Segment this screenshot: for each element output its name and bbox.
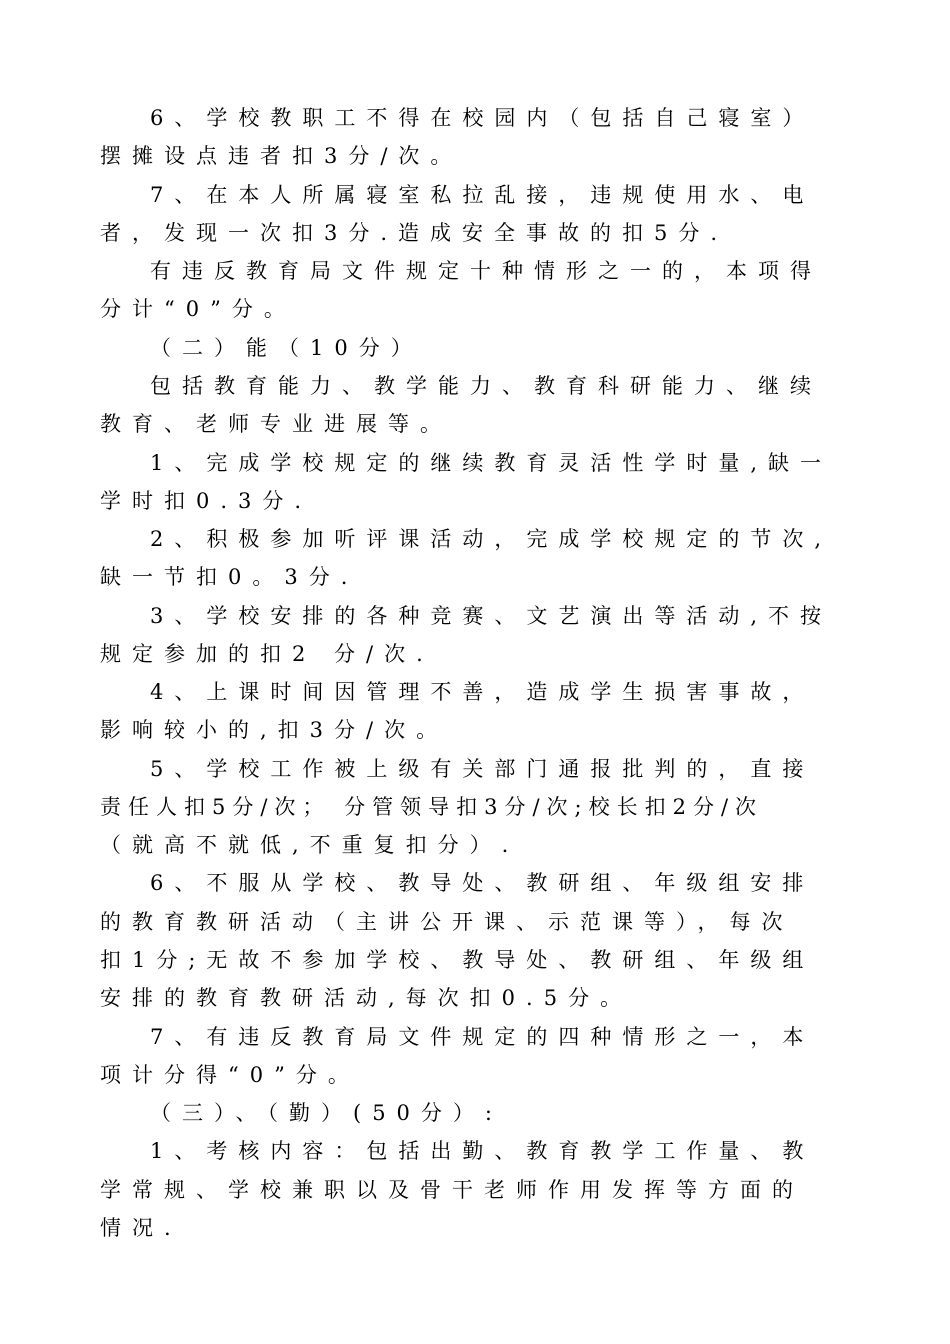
rule-item-7-line-2: 者，发现一次扣3分.造成安全事故的扣5分. (100, 221, 729, 245)
ability-intro-line-2: 教育、老师专业进展等。 (100, 412, 452, 436)
ability-item-4-line-1: 4、上课时间因管理不善，造成学生损害事故， (150, 680, 815, 704)
ability-item-5-line-1: 5、学校工作被上级有关部门通报批判的，直接 (150, 757, 815, 781)
ability-item-6-line-4: 安排的教育教研活动,每次扣0.5分。 (100, 986, 633, 1010)
section-heading-ability: （二）能（10分） (150, 336, 423, 360)
ability-item-2-line-2: 缺一节扣0。3分. (100, 565, 359, 589)
ability-item-1-line-2: 学时扣0.3分. (100, 489, 313, 513)
ability-intro-line-1: 包括教育能力、教学能力、教育科研能力、继续 (150, 374, 822, 398)
ability-item-5-line-2: 责任人扣5分/次； 分管领导扣3分/次;校长扣2分/次 (100, 795, 764, 819)
ability-item-6-line-1: 6、不服从学校、教导处、教研组、年级组安排 (150, 871, 815, 895)
ability-item-1-line-1: 1、完成学校规定的继续教育灵活性学时量,缺一 (150, 451, 833, 475)
rule-item-6-line-2: 摆摊设点违者扣3分/次。 (100, 144, 463, 168)
rule-item-7-line-1: 7、在本人所属寝室私拉乱接，违规使用水、电 (150, 183, 815, 207)
ability-item-6-line-3: 扣1分;无故不参加学校、教导处、教研组、年级组 (100, 948, 815, 972)
violation-note-line-2: 分计“0”分。 (100, 297, 296, 321)
diligence-item-1-line-2: 学常规、学校兼职以及骨干老师作用发挥等方面的 (100, 1178, 804, 1202)
ability-item-3-line-2: 规定参加的扣2 分/次. (100, 642, 434, 666)
ability-item-3-line-1: 3、学校安排的各种竞赛、文艺演出等活动,不按 (150, 604, 833, 628)
ability-item-7-line-2: 项计分得“0”分。 (100, 1063, 360, 1087)
diligence-item-1-line-3: 情况. (100, 1216, 182, 1240)
ability-item-7-line-1: 7、有违反教育局文件规定的四种情形之一，本 (150, 1025, 815, 1049)
ability-item-4-line-2: 影响较小的,扣3分/次。 (100, 718, 449, 742)
ability-item-5-line-3: （就高不就低,不重复扣分）. (100, 833, 520, 857)
violation-note-line-1: 有违反教育局文件规定十种情形之一的，本项得 (150, 259, 822, 283)
section-heading-diligence: （三）、（勤）(50分）: (150, 1101, 503, 1125)
ability-item-6-line-2: 的教育教研活动（主讲公开课、示范课等），每次 (100, 910, 794, 934)
ability-item-2-line-1: 2、积极参加听评课活动，完成学校规定的节次, (150, 527, 833, 551)
rule-item-6-line-1: 6、学校教职工不得在校园内（包括自己寝室） (150, 106, 815, 130)
diligence-item-1-line-1: 1、考核内容：包括出勤、教育教学工作量、教 (150, 1139, 815, 1163)
